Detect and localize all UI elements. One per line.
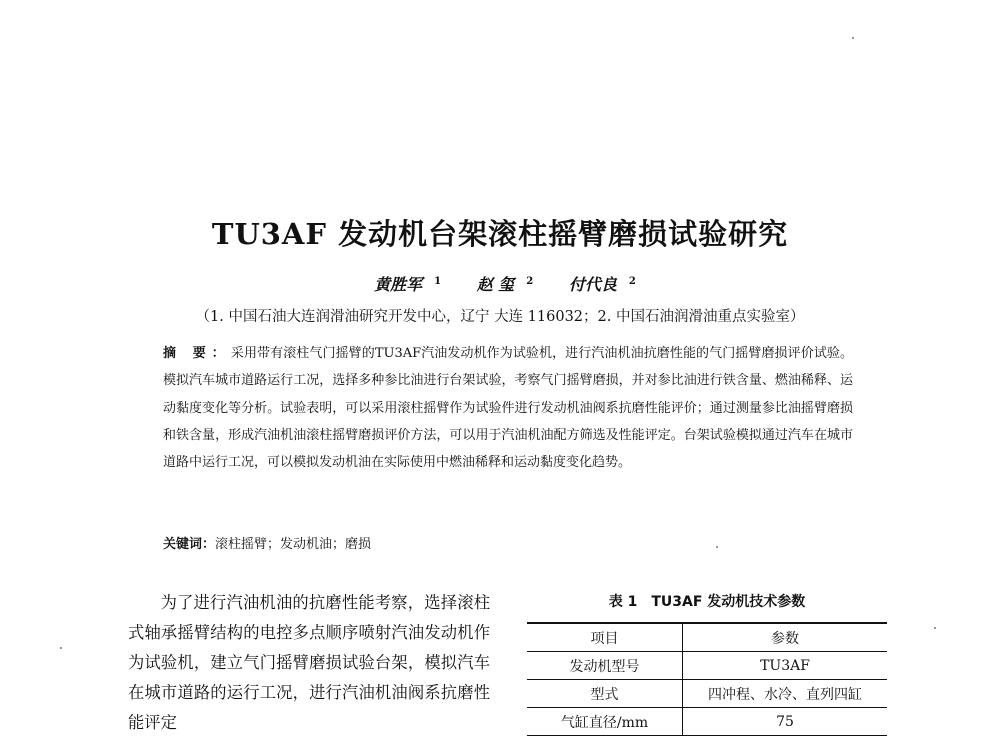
- body-paragraph: 为了进行汽油机油的抗磨性能考察，选择滚柱式轴承摇臂结构的电控多点顺序喷射汽油发动机作为试验机，建立气门摇臂磨损试验台架，模拟汽车在城市道路的运行工况，进行汽油机油阀系抗磨性能评定: [128, 593, 490, 732]
- table-cell: 四冲程、水冷、直列四缸: [708, 686, 862, 703]
- table-cell: 气缸直径/mm: [527, 708, 683, 736]
- paper-title: TU3AF 发动机台架滚柱摇臂磨损试验研究: [211, 217, 789, 251]
- table-header-cell: 参数: [771, 630, 799, 647]
- scan-speck: [852, 37, 854, 39]
- abstract-text: 采用带有滚柱气门摇臂的TU3AF汽油发动机作为试验机，进行汽油机油抗磨性能的气门摇臂磨损评价试验。模拟汽车城市道路运行工况，选择多种参比油进行台架试验，考察气门摇臂磨损，并对参比油进行铁含量、燃油稀释、运动黏度变化等分析。试验表明，可以采用滚柱摇臂作为试验件进行发动机油阀系抗磨性能评价；通过测量参比油摇臂磨损和铁含量，形成汽油机油滚柱摇臂磨损评价方法，可以用于汽油机油配方筛选及性能评定。台架试验模拟通过汽车在城市道路中运行工况，可以模拟发动机油在实际使用中燃油稀释和运动黏度变化趋势。: [163, 346, 853, 471]
- author-list: [0, 272, 1000, 295]
- table-row: [527, 680, 887, 708]
- table-row: [527, 652, 887, 680]
- affiliation: （1. 中国石油大连润滑油研究开发中心，辽宁 大连 116032；2. 中国石油润滑油重点实验室）: [195, 309, 805, 325]
- scan-speck: [934, 627, 936, 629]
- table-cell: 型式: [527, 680, 683, 708]
- abstract-label: 摘 要：: [163, 346, 231, 361]
- keywords: [163, 533, 371, 552]
- engine-parameters-table: [527, 622, 887, 736]
- table-row: [527, 708, 887, 736]
- keywords-text: 滚柱摇臂；发动机油；磨损: [215, 537, 372, 552]
- author: 黄胜军 $^1$: [374, 275, 442, 294]
- table-cell: 75: [776, 713, 794, 730]
- table-header-cell: 项目: [527, 623, 683, 652]
- table-cell: TU3AF: [760, 657, 810, 674]
- scan-speck: [60, 647, 62, 649]
- author: 赵 玺 $^2$: [476, 275, 534, 294]
- scan-speck: [716, 546, 718, 548]
- keywords-label: 关键词：: [163, 537, 216, 552]
- author: 付代良 $^2$: [568, 275, 636, 294]
- table-header-row: [527, 623, 887, 652]
- table-cell: 发动机型号: [527, 652, 683, 680]
- abstract: [163, 340, 853, 476]
- table-caption: 表 1 TU3AF 发动机技术参数: [608, 594, 806, 610]
